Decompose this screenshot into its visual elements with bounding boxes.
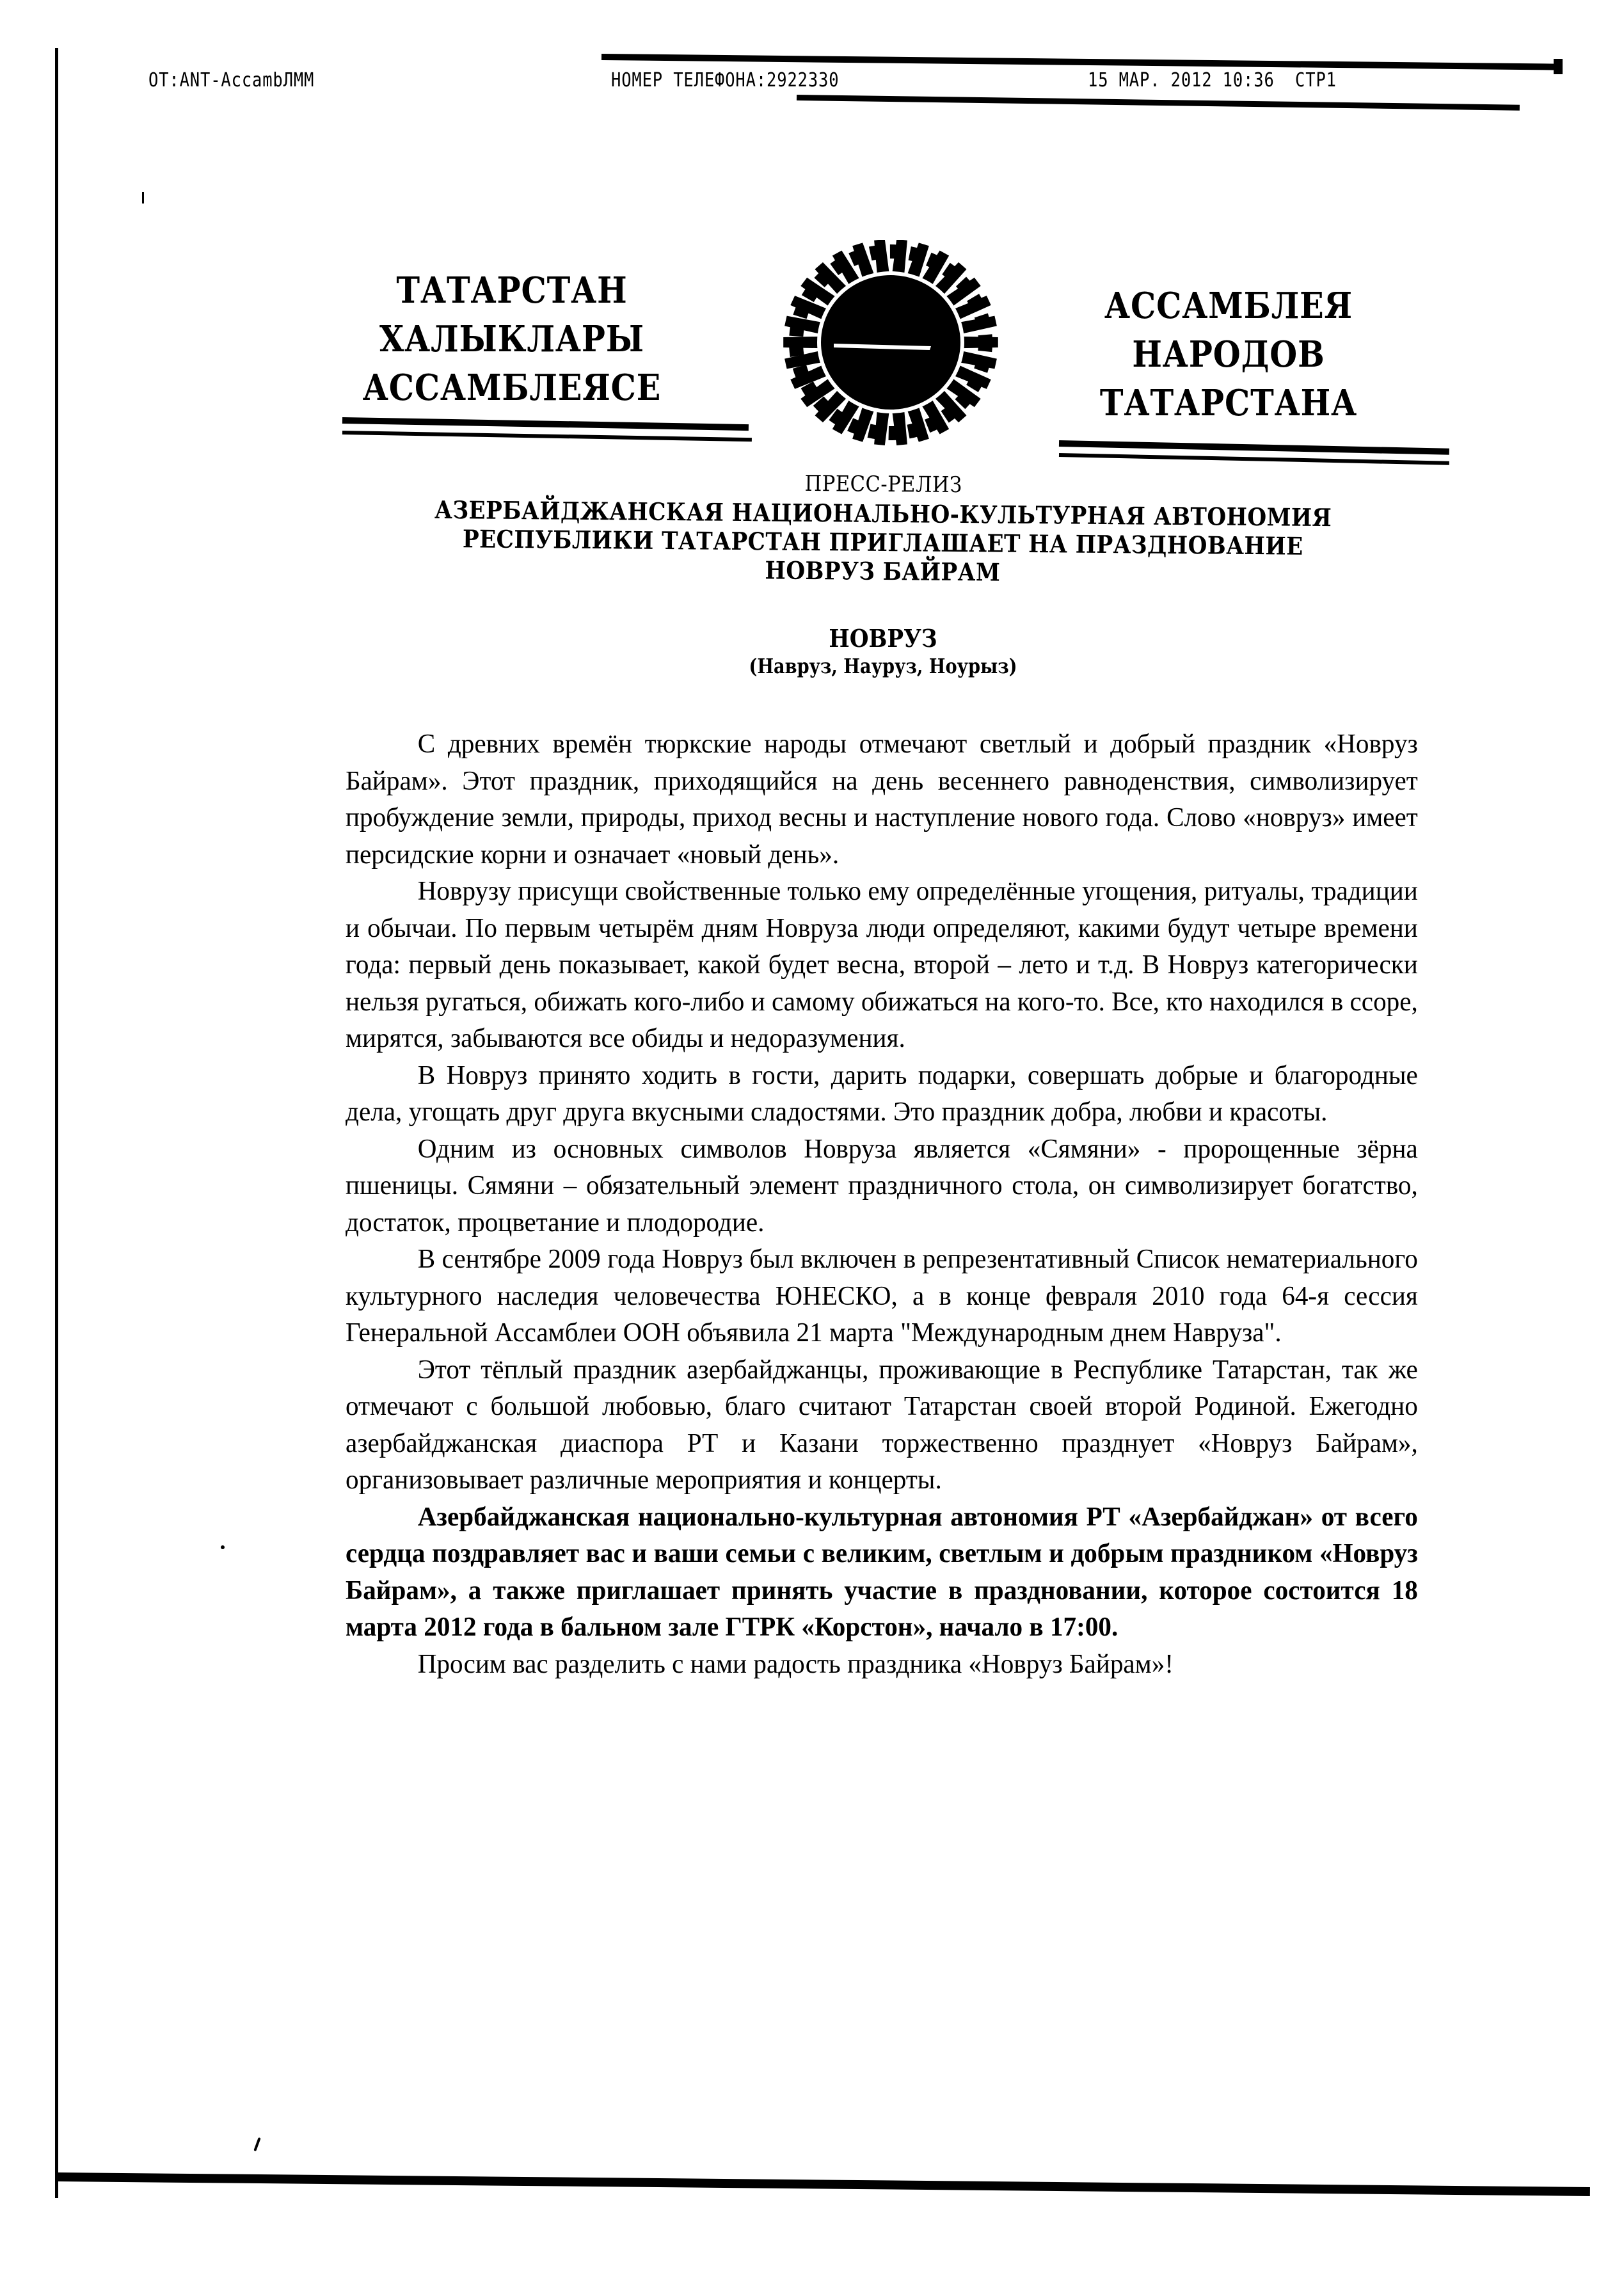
letterhead-left-line: АССАМБЛЕЯСЕ	[362, 367, 662, 409]
letterhead-rule	[342, 431, 752, 442]
fax-phone-number: НОМЕР ТЕЛЕФОНА:2922330	[611, 69, 840, 92]
paragraph: В сентябре 2009 года Новруз был включен в репрезентативный Список нематериального культурного наследия человечества ЮНЕСКО, а в конце февраля 2010 года 64-я сессия Генеральной Ассамблеи ООН объявила 21 марта "Международным днем Навруза".	[346, 1245, 1418, 1348]
title-line: АЗЕРБАЙДЖАНСКАЯ НАЦИОНАЛЬНО-КУЛЬТУРНАЯ АВТОНОМИЯ	[434, 495, 1332, 532]
letterhead-right-line: НАРОДОВ	[1132, 333, 1325, 376]
title-line: РЕСПУБЛИКИ ТАТАРСТАН ПРИГЛАШАЕТ НА ПРАЗДНОВАНИЕ	[462, 524, 1303, 561]
paragraph: Этот тёплый праздник азербайджанцы, проживающие в Республике Татарстан, так же отмечают с большой любовью, благо считают Татарстан своей второй Родиной. Ежегодно азербайджанская диаспора РТ и Казани торжественно празднует «Новруз Байрам», организовывает различные мероприятия и концерты.	[346, 1355, 1418, 1495]
letterhead-right-line: АССАМБЛЕЯ	[1104, 285, 1353, 327]
letterhead-left-title	[354, 266, 670, 412]
section-heading-text: НОВРУЗ	[829, 624, 937, 653]
letterhead-rule	[1059, 440, 1449, 455]
letterhead-right-line: ТАТАРСТАНА	[1099, 382, 1358, 424]
section-alternate-names: (Навруз, Науруз, Ноурыз)	[749, 654, 1017, 678]
emblem-ray	[783, 337, 819, 348]
section-heading	[640, 624, 1126, 679]
sun-emblem-icon	[777, 240, 1001, 451]
scan-speck	[253, 2137, 260, 2151]
letterhead-right-title	[1071, 282, 1387, 427]
fax-top-rule	[601, 54, 1561, 70]
fax-under-rule	[797, 95, 1520, 111]
scan-mark	[142, 192, 144, 203]
emblem-disc	[819, 273, 962, 411]
paragraph: Одним из основных символов Новруза является «Сямяни» - пророщенные зёрна пшеницы. Сямяни – обязательный элемент праздничного стола, он символизирует богатство, достаток, процветание и плодородие.	[346, 1134, 1418, 1238]
paragraph: Новрузу присущи свойственные только ему определённые угощения, ритуалы, традиции и обычаи. По первым четырём дням Новруза люди определяют, какими будут четыре времени года: первый день показывает, какой будет весна, второй – лето и т.д. В Новруз категорически нельзя ругаться, обижать кого-либо и самому обижаться на кого-то. Все, кто находился в ссоре, мирятся, забываются все обиды и недоразумения.	[346, 877, 1418, 1053]
paragraph: В Новруз принято ходить в гости, дарить подарки, совершать добрые и благородные дела, угощать друг друга вкусными сладостями. Это праздник добра, любви и красоты.	[346, 1060, 1418, 1127]
paragraph: С древних времён тюркские народы отмечают светлый и добрый праздник «Новруз Байрам». Этот праздник, приходящийся на день весеннего равноденствия, символизирует пробуждение земли, природы, приход весны и наступление нового года. Слово «новруз» имеет персидские корни и означает «новый день».	[346, 729, 1418, 870]
letterhead-left-line: ТАТАРСТАН	[396, 269, 628, 312]
fax-sender: OT:ANT-AccambЛММ	[148, 69, 315, 92]
fax-datetime-page: 15 МАР. 2012 10:36 СТР1	[1088, 69, 1337, 92]
title-line: НОВРУЗ БАЙРАМ	[765, 555, 1001, 587]
letterhead-rule	[1059, 453, 1449, 465]
invitation-paragraph: Азербайджанская национально-культурная автономия РТ «Азербайджан» от всего сердца поздравляет вас и ваши семьи с великим, светлым и добрым праздником «Новруз Байрам», а также приглашает принять участие в праздновании, которое состоится 18 марта 2012 года в бальном зале ГТРК «Корстон», начало в 17:00.	[346, 1502, 1418, 1642]
scan-speck	[221, 1545, 225, 1549]
press-release-title	[358, 466, 1408, 590]
scan-frame-left	[55, 48, 58, 2198]
scan-frame-bottom	[58, 2172, 1590, 2196]
fax-top-rule-cap	[1554, 59, 1563, 74]
letterhead-rule	[342, 417, 749, 431]
document-type: ПРЕСС-РЕЛИЗ	[804, 470, 962, 498]
closing-paragraph: Просим вас разделить с нами радость праздника «Новруз Байрам»!	[417, 1649, 1174, 1679]
letterhead-left-line: ХАЛЫКЛАРЫ	[379, 318, 644, 360]
body-text	[346, 726, 1440, 1683]
